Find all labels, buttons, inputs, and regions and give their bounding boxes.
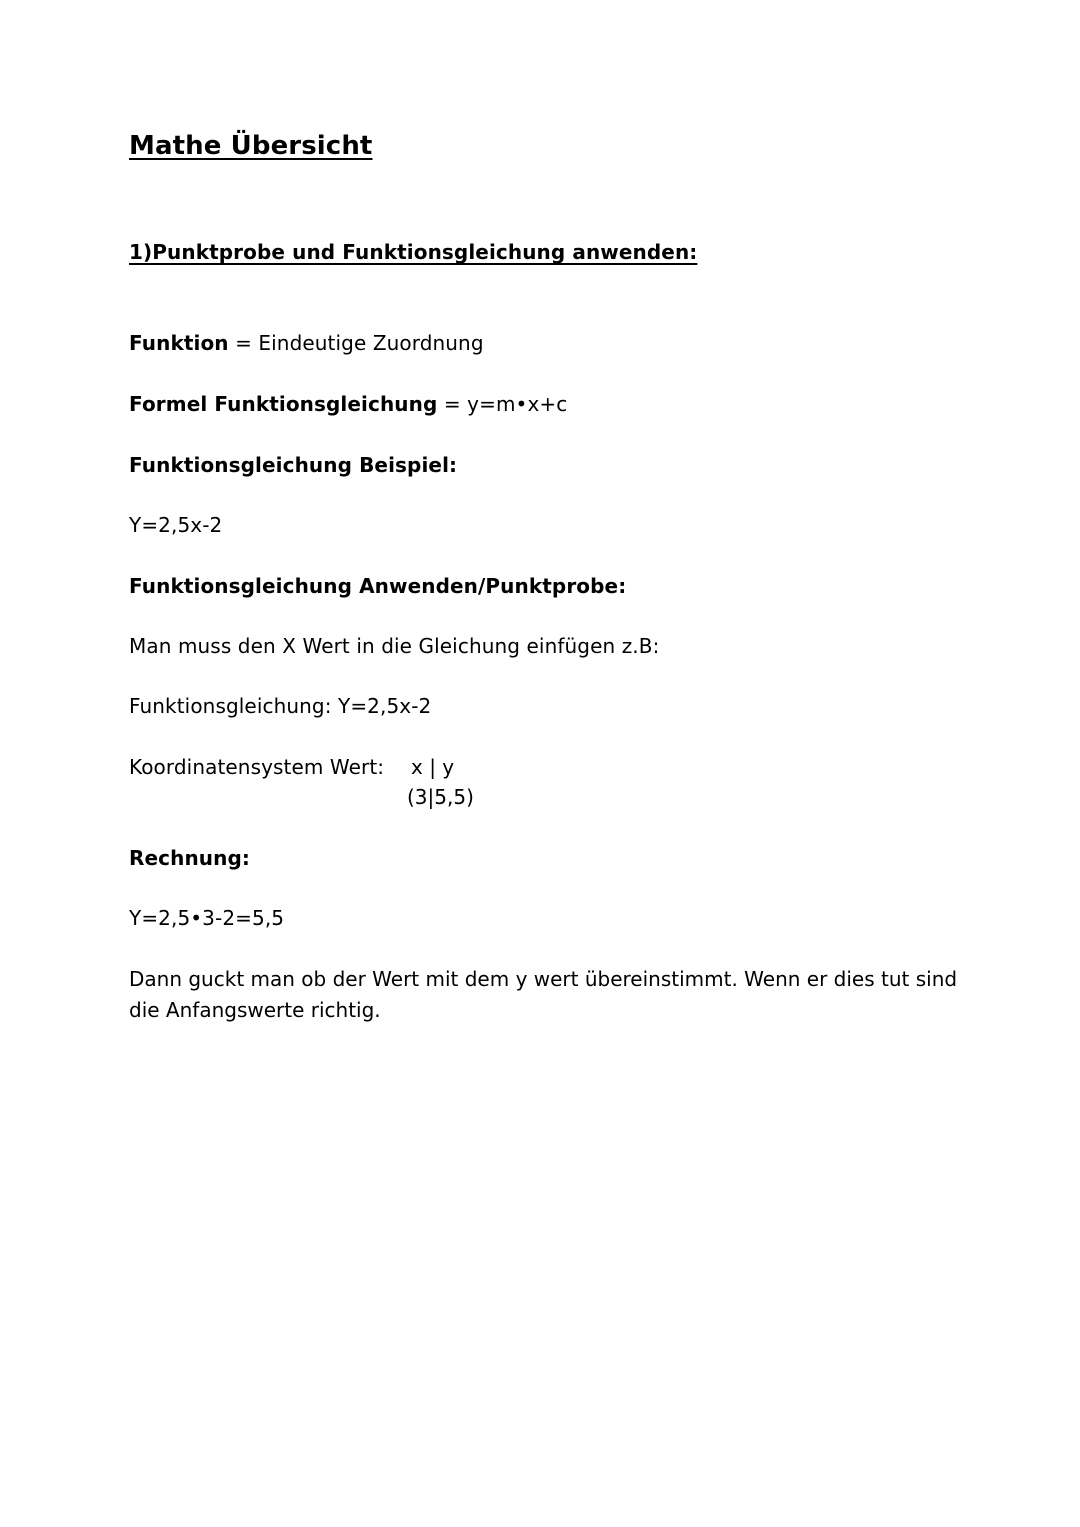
definition-formel — [129, 389, 567, 419]
rechnung-heading: Rechnung: — [129, 846, 250, 870]
rechnung-equation: Y=2,5•3-2=5,5 — [129, 906, 285, 930]
equation-line: Funktionsgleichung: Y=2,5x-2 — [129, 694, 432, 718]
koordinaten-value: (3|5,5) — [407, 785, 474, 809]
formel-label: Formel Funktionsgleichung — [129, 392, 438, 416]
beispiel-heading: Funktionsgleichung Beispiel: — [129, 453, 458, 477]
page-title: Mathe Übersicht — [129, 131, 373, 161]
funktion-label: Funktion — [129, 331, 229, 355]
conclusion-paragraph: Dann guckt man ob der Wert mit dem y wert übereinstimmt. Wenn er dies tut sind die Anfangswerte richtig. — [129, 967, 958, 1022]
anwenden-heading: Funktionsgleichung Anwenden/Punktprobe: — [129, 574, 627, 598]
section-heading: 1)Punktprobe und Funktionsgleichung anwenden: — [129, 240, 698, 264]
koordinaten-label: Koordinatensystem Wert: — [129, 755, 385, 779]
koordinaten-header: x | y — [411, 755, 455, 779]
instruction-text: Man muss den X Wert in die Gleichung einfügen z.B: — [129, 634, 660, 658]
formel-text: = y=m•x+c — [437, 392, 568, 416]
funktion-text: = Eindeutige Zuordnung — [228, 331, 484, 355]
beispiel-equation: Y=2,5x-2 — [129, 513, 223, 537]
definition-funktion — [129, 328, 484, 358]
